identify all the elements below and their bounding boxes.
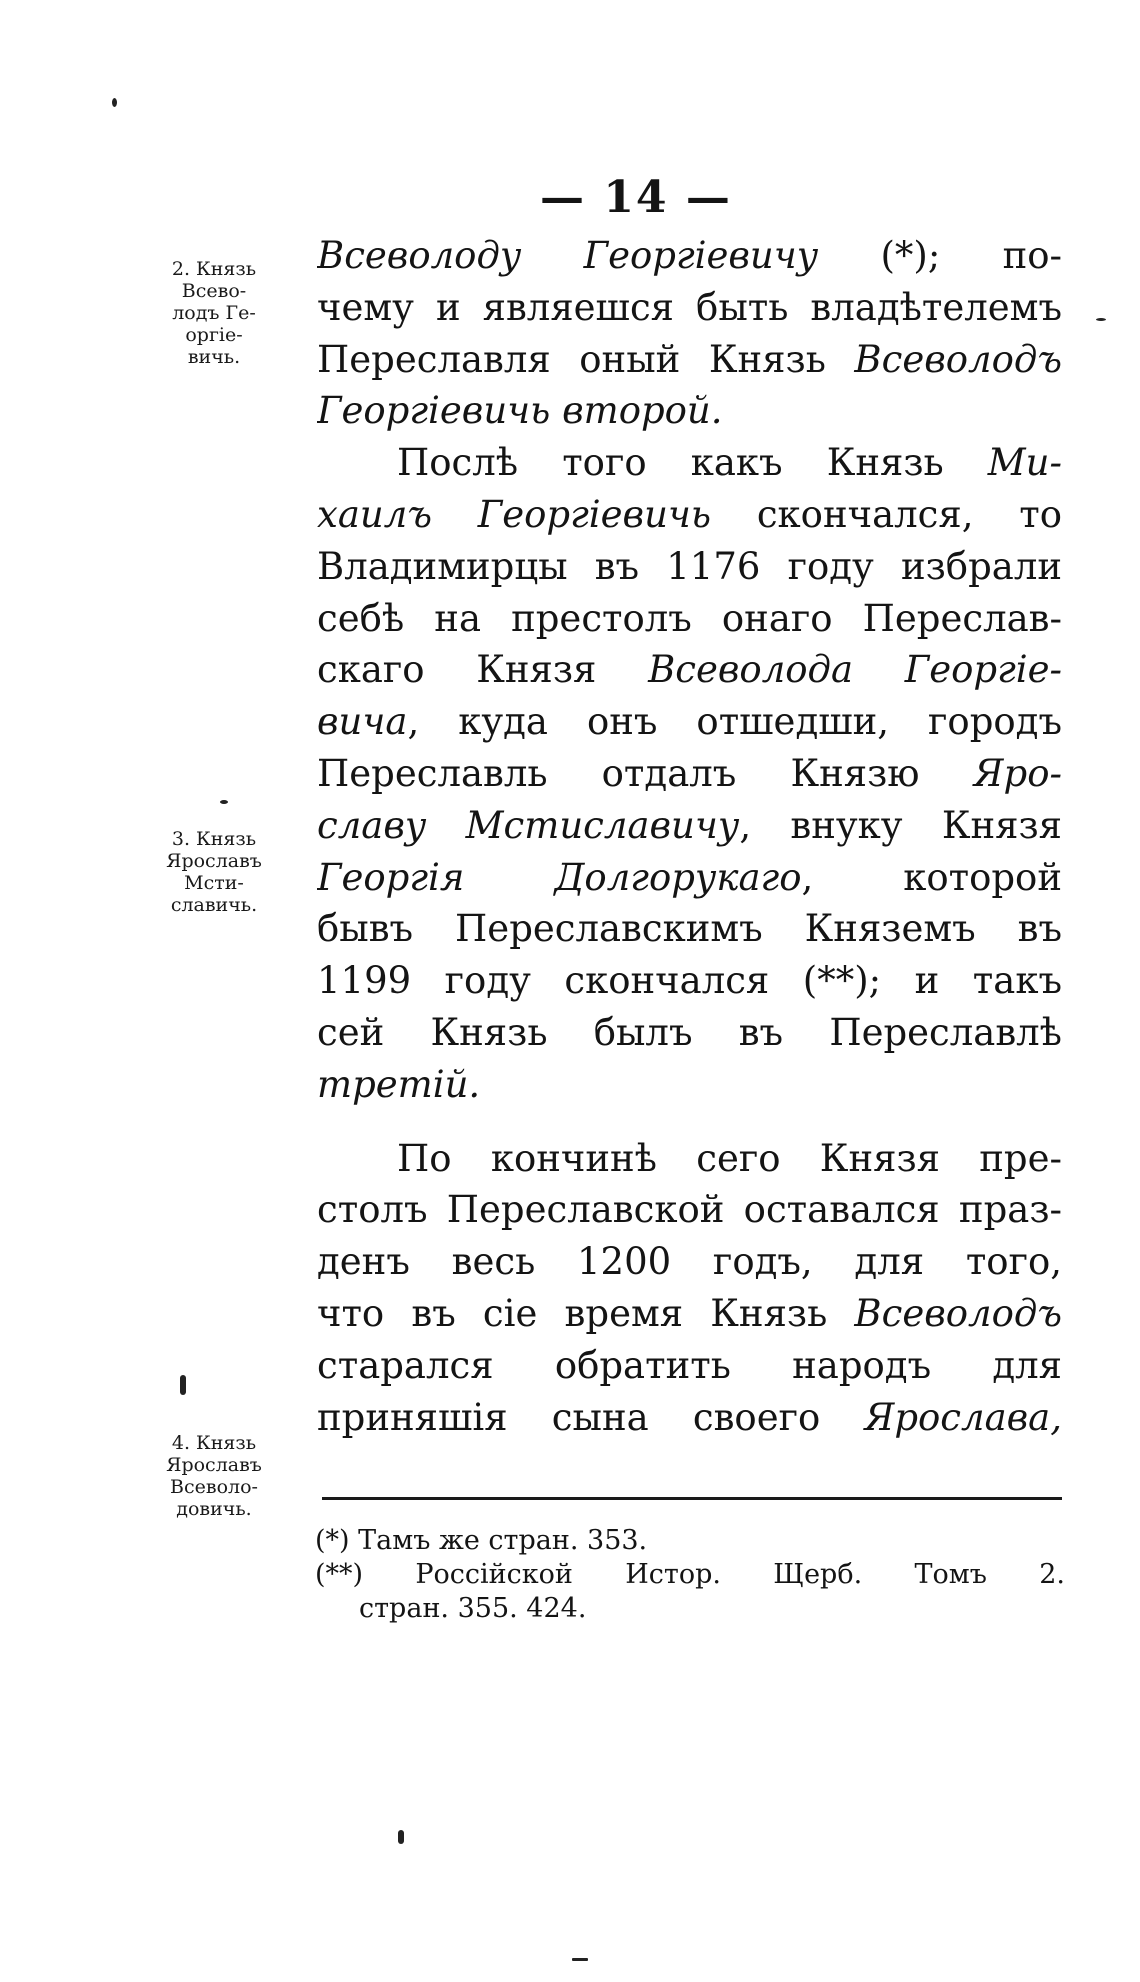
- margin-note-2: [150, 828, 278, 916]
- margin-note-line: славичь.: [170, 894, 258, 916]
- text-line: [317, 1392, 1062, 1444]
- italic-name: Георгiя Долгорукаго: [317, 855, 802, 899]
- scan-speck: [112, 98, 117, 107]
- text-segment: Переславль отдалъ Князю: [317, 751, 974, 795]
- text-line: 1199 году скончался (**); и такъ: [317, 959, 1062, 1003]
- text-line: бывъ Переславскимъ Княземъ въ: [317, 907, 1062, 951]
- text-segment: (*); по-: [818, 234, 1062, 277]
- margin-note-line: оргiе-: [185, 324, 243, 346]
- text-line: сей Князь былъ въ Переславлѣ: [317, 1010, 1062, 1054]
- scan-speck: [1096, 318, 1106, 321]
- text-segment: скаго Князя: [317, 648, 649, 692]
- italic-name: вича: [317, 700, 408, 744]
- page-number: — 14 —: [540, 172, 732, 223]
- italic-name: Всеволода Георгiе-: [648, 648, 1062, 692]
- scan-speck: [398, 1830, 404, 1844]
- footnote-1: (*) Тамъ же стран. 353.: [315, 1525, 648, 1556]
- text-line: чему и являешся быть владѣтелемъ: [317, 285, 1062, 329]
- italic-name: Всеволодъ: [854, 337, 1062, 381]
- text-line: Владимирцы въ 1176 году избрали: [317, 544, 1062, 588]
- italic-name: Всеволодъ: [854, 1291, 1062, 1335]
- text-line: [317, 437, 1062, 489]
- text-line: третiй.: [317, 1062, 481, 1106]
- italic-name: хаилъ Георгiевичь: [317, 492, 712, 536]
- margin-note-line: лодъ Ге-: [172, 302, 256, 324]
- footnote-2: (**) Россiйской Истор. Щерб. Томъ 2.: [315, 1559, 1065, 1590]
- margin-note-line: 4. Князь: [171, 1432, 257, 1454]
- scan-speck: [572, 1958, 588, 1961]
- text-line: [317, 644, 1062, 696]
- margin-note-line: Всево-: [181, 280, 247, 302]
- main-text: [317, 230, 1062, 1443]
- text-segment: , куда онъ отшедши, городъ: [407, 700, 1062, 744]
- italic-name: Ми-: [987, 441, 1062, 485]
- margin-note-line: вичь.: [187, 346, 241, 368]
- margin-note-line: Ярославъ: [166, 850, 262, 872]
- text-line: столъ Переславской оставался праз-: [317, 1188, 1062, 1232]
- text-segment: Переславля оный Князь: [317, 337, 855, 381]
- text-line: [317, 1288, 1062, 1340]
- text-line: себѣ на престолъ онаго Переслав-: [317, 596, 1062, 640]
- text-line: старался обратить народъ для: [317, 1343, 1062, 1387]
- margin-note-line: довичь.: [176, 1498, 252, 1520]
- text-line: [317, 748, 1062, 800]
- text-line: По кончинѣ сего Князя пре-: [397, 1136, 1062, 1180]
- text-line: [317, 852, 1062, 904]
- text-line: [317, 334, 1062, 386]
- margin-note-1: [150, 258, 278, 368]
- text-line: [317, 489, 1062, 541]
- footnote-2-continued: стран. 355. 424.: [359, 1593, 587, 1624]
- text-line: Георгiевичь второй.: [317, 389, 723, 433]
- italic-name: славу Мстиславичу: [317, 803, 740, 847]
- scan-speck: [180, 1375, 186, 1395]
- italic-name: Яро-: [973, 751, 1062, 795]
- margin-note-line: 2. Князь: [171, 258, 257, 280]
- text-line: [317, 800, 1062, 852]
- text-segment: что въ сiе время Князь: [317, 1291, 855, 1335]
- footnotes: [315, 1524, 1065, 1626]
- margin-note-line: Ярославъ: [166, 1454, 262, 1476]
- margin-note-line: Всеволо-: [170, 1476, 258, 1498]
- text-line: денъ весь 1200 годъ, для того,: [317, 1240, 1062, 1284]
- text-segment: , внуку Князя: [739, 803, 1062, 847]
- text-line: [317, 230, 1062, 282]
- margin-note-line: Мсти-: [184, 872, 244, 894]
- scan-speck: [220, 800, 228, 804]
- italic-name: Всеволоду Георгiевичу: [317, 234, 819, 277]
- text-segment: приняшiя сына своего: [317, 1395, 865, 1439]
- footnote-rule: [322, 1497, 1062, 1500]
- text-segment: скончался, то: [711, 492, 1062, 536]
- text-segment: Послѣ того какъ Князь: [397, 441, 988, 485]
- text-line: [317, 696, 1062, 748]
- margin-note-line: 3. Князь: [171, 828, 257, 850]
- italic-name: Ярослава,: [864, 1395, 1062, 1439]
- margin-note-3: [150, 1432, 278, 1520]
- text-segment: , которой: [801, 855, 1062, 899]
